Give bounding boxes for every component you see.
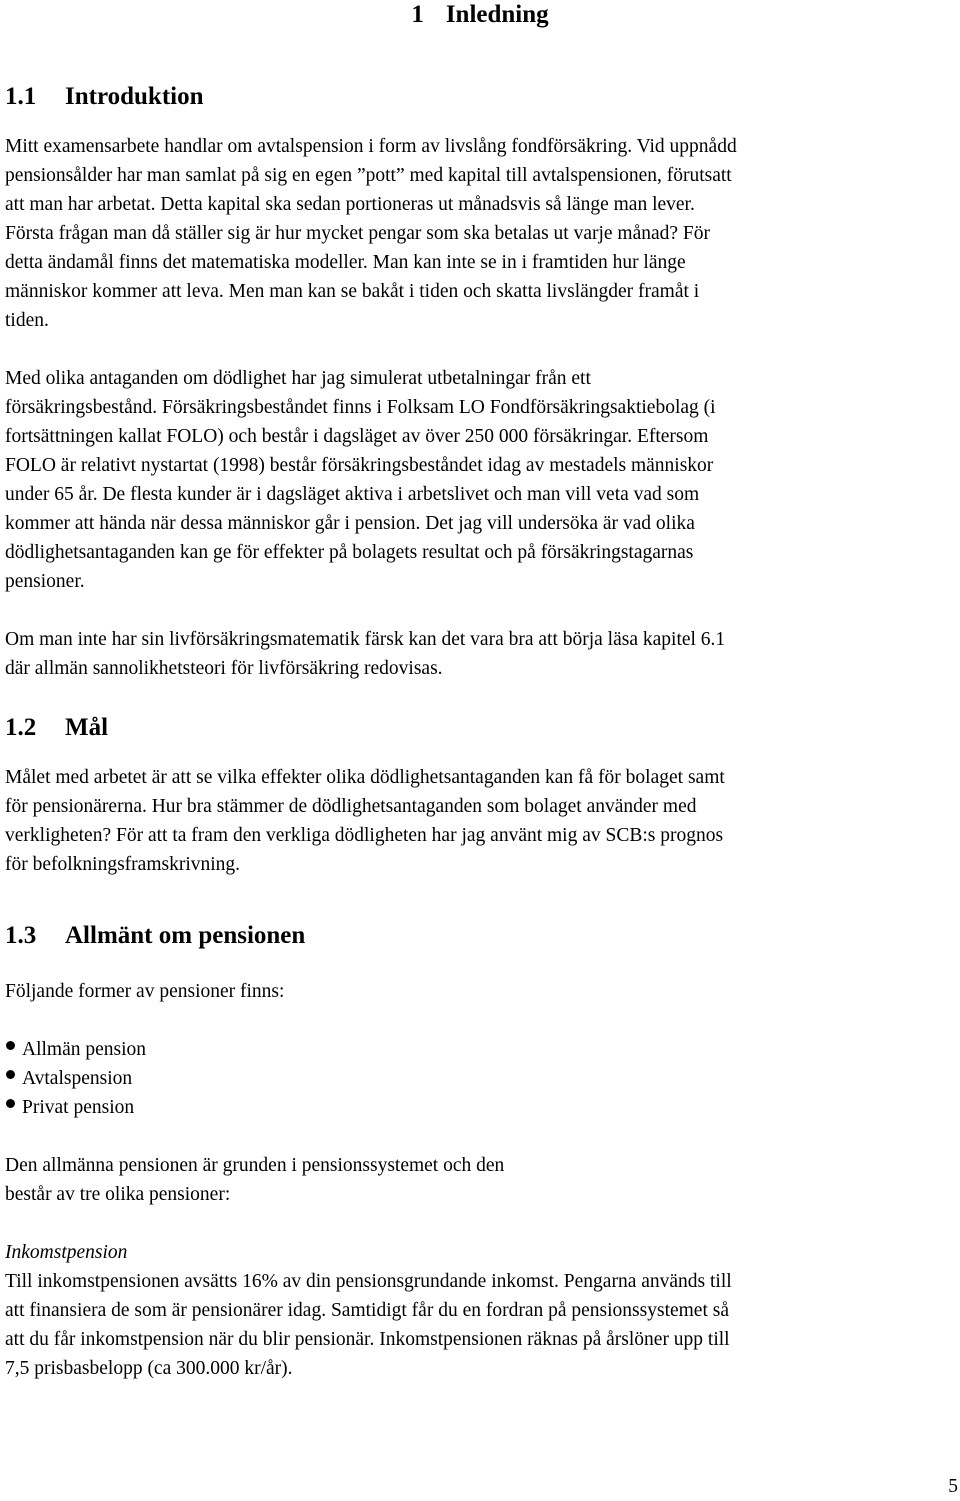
section-heading-mal <box>5 713 955 743</box>
section-heading-introduktion <box>5 82 955 112</box>
paragraph-pension-intro: Följande former av pensioner finns: <box>5 981 285 1002</box>
section-number: 1.3 <box>5 922 37 949</box>
section-heading-allmant-om-pensionen <box>5 921 955 951</box>
bullet-icon <box>6 1070 15 1079</box>
chapter-title <box>5 0 955 30</box>
section-number: 1.1 <box>5 83 37 110</box>
list-item: Privat pension <box>5 1093 955 1122</box>
paragraph-mal: Målet med arbetet är att se vilka effekter olika dödlighetsantaganden kan få för bolaget samt för pensionärerna. Hur bra stämmer de dödlighetsantaganden som bolaget använder med verkligheten? För att ta fram den verkliga dödligheten har jag använt mig av SCB:s prognos för befolkningsframskrivning. <box>5 767 725 875</box>
section-title-text: Mål <box>65 714 109 741</box>
chapter-title-text: Inledning <box>445 1 549 28</box>
bullet-icon <box>6 1041 15 1050</box>
paragraph-intro-3: Om man inte har sin livförsäkringsmatematik färsk kan det vara bra att börja läsa kapitel 6.1 där allmän sannolikhetsteori för livförsäkring redovisas. <box>5 629 726 679</box>
paragraph-allman-pension: Den allmänna pensionen är grunden i pensionssystemet och den består av tre olika pensioner: <box>5 1155 505 1205</box>
bullet-icon <box>6 1099 15 1108</box>
pension-types-list <box>5 1035 955 1122</box>
list-item: Allmän pension <box>5 1035 955 1064</box>
subheading-inkomstpension: Inkomstpension <box>5 1242 128 1263</box>
list-item: Avtalspension <box>5 1064 955 1093</box>
paragraph-intro-1: Mitt examensarbete handlar om avtalspension i form av livslång fondförsäkring. Vid uppnådd pensionsålder har man samlat på sig en egen ”pott” med kapital till avtalspensionen, förutsatt att man har arbetat. Detta kapital ska sedan portioneras ut månadsvis så länge man lever. Första frågan man då ställer sig är hur mycket pengar som ska betalas ut varje månad? För detta ändamål finns det matematiska modeller. Man kan inte se in i framtiden hur länge människor kommer att leva. Men man kan se bakåt i tiden och skatta livslängder framåt i tiden. <box>5 136 737 331</box>
paragraph-inkomstpension: Till inkomstpensionen avsätts 16% av din pensionsgrundande inkomst. Pengarna används till att finansiera de som är pensionärer idag. Samtidigt får du en fordran på pensionssystemet så att du får inkomstpension när du blir pensionär. Inkomstpensionen räknas på årslöner upp till 7,5 prisbasbelopp (ca 300.000 kr/år). <box>5 1271 732 1379</box>
paragraph-intro-2: Med olika antaganden om dödlighet har jag simulerat utbetalningar från ett försäkringsbestånd. Försäkringsbeståndet finns i Folksam LO Fondförsäkringsaktiebolag (i fortsättningen kallat FOLO) och består i dagsläget av över 250 000 försäkringar. Eftersom FOLO är relativt nystartat (1998) består försäkringsbeståndet idag av mestadels människor under 65 år. De flesta kunder är i dagsläget aktiva i arbetslivet och man vill veta vad som kommer att hända när dessa människor går i pension. Det jag vill undersöka är vad olika dödlighetsantaganden kan ge för effekter på bolagets resultat och på försäkringstagarnas pensioner. <box>5 368 716 592</box>
section-title-text: Allmänt om pensionen <box>65 922 306 949</box>
section-number: 1.2 <box>5 714 37 741</box>
section-title-text: Introduktion <box>65 83 204 110</box>
page-number: 5 <box>948 1476 958 1497</box>
document-page <box>5 0 955 1383</box>
chapter-number: 1 <box>411 1 424 28</box>
